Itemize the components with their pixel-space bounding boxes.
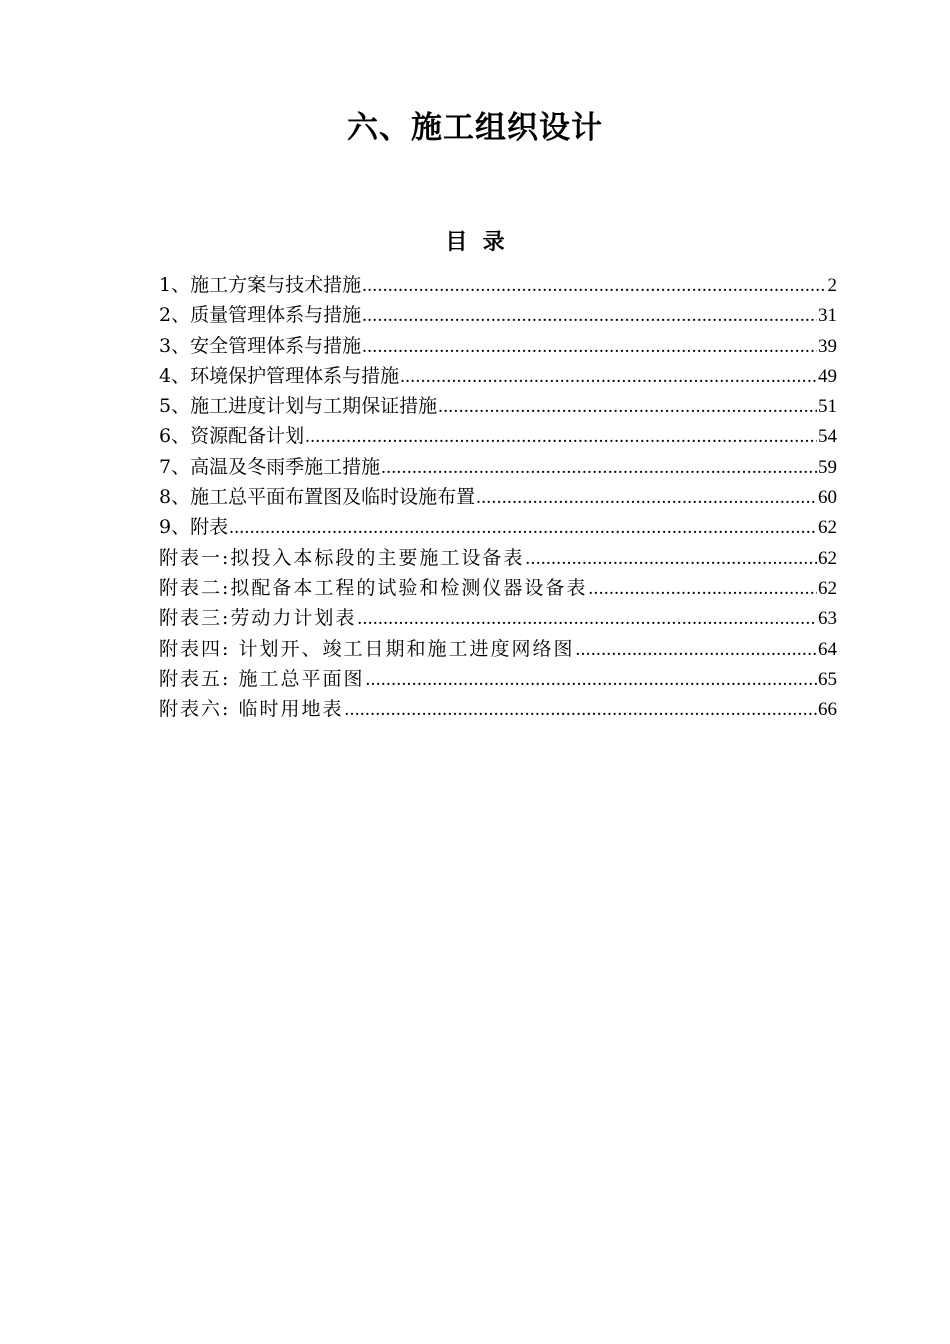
toc-entry[interactable]: [159, 391, 837, 421]
toc-page-number: 39: [818, 335, 837, 357]
table-of-contents: [159, 270, 837, 724]
toc-page-number: 64: [818, 638, 837, 660]
toc-page-number: 60: [818, 487, 837, 509]
toc-entry-title: 1、施工方案与技术措施: [159, 274, 362, 296]
toc-page-number: 51: [818, 396, 837, 418]
toc-dot-leader: [575, 635, 817, 665]
toc-entry[interactable]: [159, 270, 837, 300]
toc-entry-title: 2、质量管理体系与措施: [159, 304, 362, 327]
toc-entry[interactable]: [159, 421, 837, 451]
toc-page-number: 63: [818, 608, 837, 630]
toc-entry[interactable]: [159, 361, 837, 391]
toc-entry-title: 附表四: 计划开、竣工日期和施工进度网络图: [159, 637, 575, 660]
toc-dot-leader: [438, 392, 817, 422]
toc-entry[interactable]: [159, 543, 837, 573]
toc-dot-leader: [400, 362, 817, 392]
toc-dot-leader: [476, 483, 817, 513]
toc-entry-title: 9、附表: [159, 516, 229, 539]
toc-entry-title: 附表六: 临时用地表: [159, 698, 344, 721]
toc-heading: 目 录: [445, 229, 505, 255]
toc-page-number: 31: [818, 305, 837, 327]
toc-entry[interactable]: [159, 482, 837, 512]
toc-page-number: 66: [818, 699, 837, 721]
toc-entry[interactable]: [159, 512, 837, 542]
toc-entry-title: 6、资源配备计划: [159, 425, 305, 448]
toc-dot-leader: [344, 695, 817, 725]
toc-page-number: 49: [818, 365, 837, 387]
toc-entry-title: 7、高温及冬雨季施工措施: [159, 455, 381, 478]
toc-dot-leader: [525, 544, 817, 574]
toc-entry-title: 3、安全管理体系与措施: [159, 334, 362, 357]
toc-page-number: 62: [818, 517, 837, 539]
toc-entry-title: 附表一:拟投入本标段的主要施工设备表: [159, 546, 525, 569]
toc-page-number: 62: [818, 577, 837, 599]
toc-dot-leader: [362, 271, 826, 301]
toc-dot-leader: [588, 574, 817, 604]
toc-entry[interactable]: [159, 452, 837, 482]
toc-entry[interactable]: [159, 694, 837, 724]
toc-entry[interactable]: [159, 664, 837, 694]
toc-dot-leader: [229, 513, 817, 543]
document-title: 六、施工组织设计: [347, 110, 603, 146]
toc-entry-title: 5、施工进度计划与工期保证措施: [159, 395, 438, 418]
toc-page-number: 2: [827, 275, 837, 296]
toc-dot-leader: [365, 665, 817, 695]
toc-dot-leader: [362, 332, 817, 362]
toc-page-number: 54: [818, 426, 837, 448]
toc-entry[interactable]: [159, 573, 837, 603]
toc-entry[interactable]: [159, 634, 837, 664]
toc-entry[interactable]: [159, 603, 837, 633]
toc-dot-leader: [362, 301, 817, 331]
toc-entry-title: 8、施工总平面布置图及临时设施布置: [159, 486, 476, 509]
toc-entry-title: 附表二:拟配备本工程的试验和检测仪器设备表: [159, 576, 588, 599]
toc-dot-leader: [381, 453, 817, 483]
toc-dot-leader: [305, 422, 817, 452]
toc-page-number: 62: [818, 547, 837, 569]
toc-entry[interactable]: [159, 300, 837, 330]
toc-page-number: 65: [818, 668, 837, 690]
toc-page-number: 59: [818, 456, 837, 478]
toc-dot-leader: [357, 604, 817, 634]
toc-entry[interactable]: [159, 331, 837, 361]
toc-entry-title: 附表三:劳动力计划表: [159, 607, 357, 630]
toc-entry-title: 附表五: 施工总平面图: [159, 667, 365, 690]
toc-entry-title: 4、环境保护管理体系与措施: [159, 364, 400, 387]
